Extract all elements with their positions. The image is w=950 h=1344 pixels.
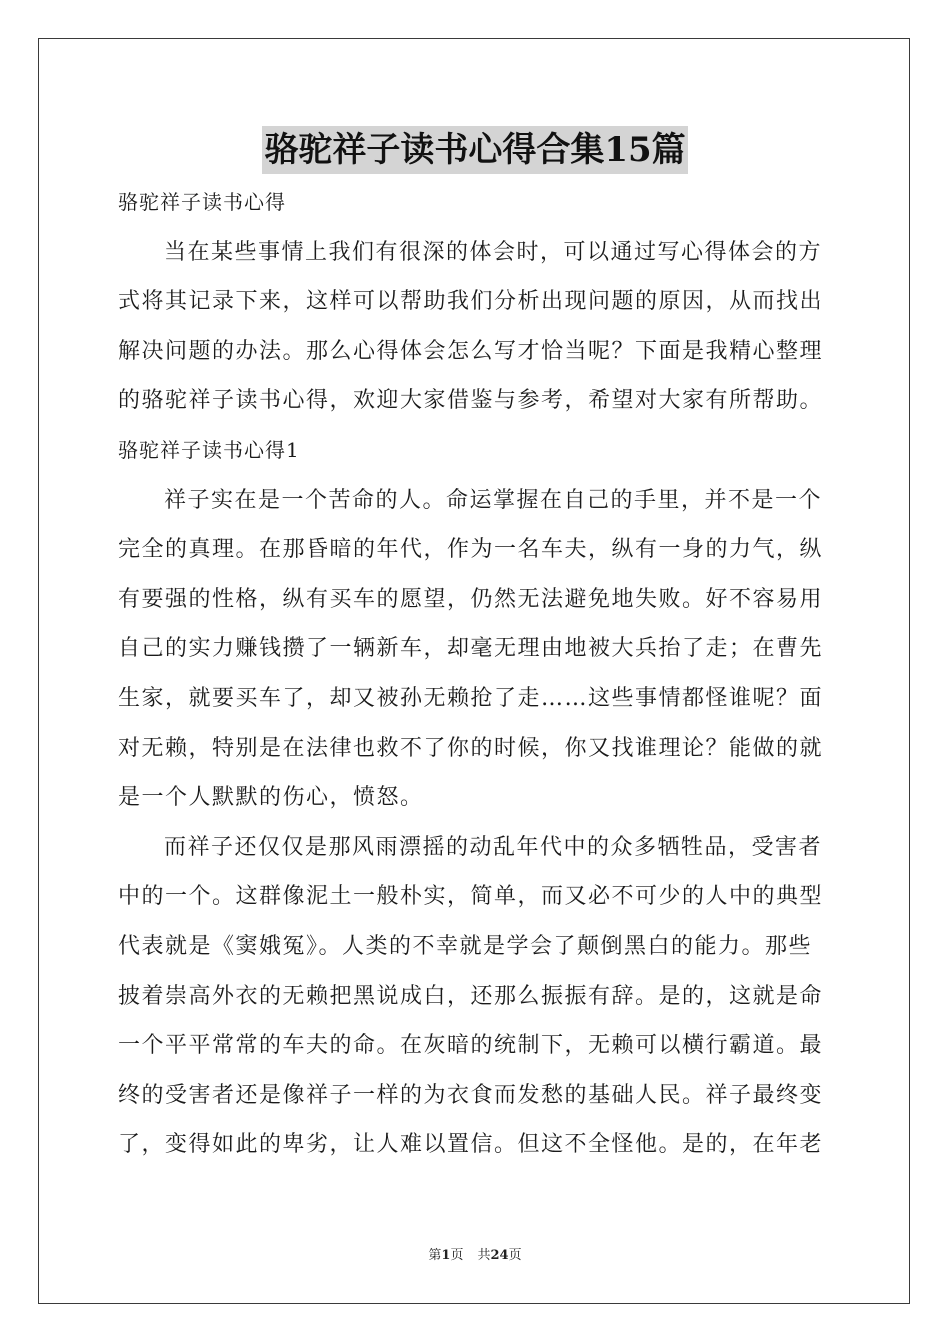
paragraph-line: 是一个人默默的伤心，愤怒。 [118,785,424,811]
total-suffix: 页 [508,1248,522,1263]
page-footer [0,1247,950,1265]
paragraph-line: 披着崇高外衣的无赖把黑说成白，还那么振振有辞。是的，这就是命 [118,983,824,1009]
paragraph-line: 式将其记录下来，这样可以帮助我们分析出现问题的原因，从而找出 [118,289,824,315]
paragraph-line: 完全的真理。在那昏暗的年代，作为一名车夫，纵有一身的力气，纵 [118,537,824,563]
section-heading: 骆驼祥子读书心得 [118,190,286,214]
page-prefix: 第 [428,1248,442,1263]
page-suffix: 页 [450,1248,464,1263]
paragraph-line: 了，变得如此的卑劣，让人难以置信。但这不全怪他。是的，在年老 [118,1132,824,1158]
document-title: 骆驼祥子读书心得合集15篇 [262,126,687,174]
paragraph-line: 代表就是《窦娥冤》。人类的不幸就是学会了颠倒黑白的能力。那些 [118,933,813,959]
paragraph-line: 的骆驼祥子读书心得，欢迎大家借鉴与参考，希望对大家有所帮助。 [118,388,824,414]
paragraph-line: 有要强的性格，纵有买车的愿望，仍然无法避免地失败。好不容易用 [118,586,824,612]
paragraph-line: 当在某些事情上我们有很深的体会时，可以通过写心得体会的方 [164,239,823,265]
document-body [118,178,832,1170]
paragraph-line: 生家，就要买车了，却又被孙无赖抢了走……这些事情都怪谁呢？面 [118,685,824,711]
paragraph-line: 解决问题的办法。那么心得体会怎么写才恰当呢？下面是我精心整理 [118,338,824,364]
paragraph-line: 对无赖，特别是在法律也救不了你的时候，你又找谁理论？能做的就 [118,735,824,761]
title-container [0,126,950,174]
section-heading: 骆驼祥子读书心得1 [118,437,300,462]
paragraph-line: 祥子实在是一个苦命的人。命运掌握在自己的手里，并不是一个 [164,487,823,513]
total-pages-number: 24 [490,1248,509,1263]
current-page-number: 1 [441,1248,451,1263]
paragraph-line: 中的一个。这群像泥土一般朴实，简单，而又必不可少的人中的典型 [118,884,824,910]
paragraph-line: 自己的实力赚钱攒了一辆新车，却毫无理由地被大兵抬了走；在曹先 [118,636,824,662]
paragraph-line: 一个平平常常的车夫的命。在灰暗的统制下，无赖可以横行霸道。最 [118,1033,824,1059]
total-prefix: 共 [477,1248,491,1263]
paragraph-line: 而祥子还仅仅是那风雨漂摇的动乱年代中的众多牺牲品，受害者 [164,834,823,860]
paragraph-line: 终的受害者还是像祥子一样的为衣食而发愁的基础人民。祥子最终变 [118,1082,824,1108]
